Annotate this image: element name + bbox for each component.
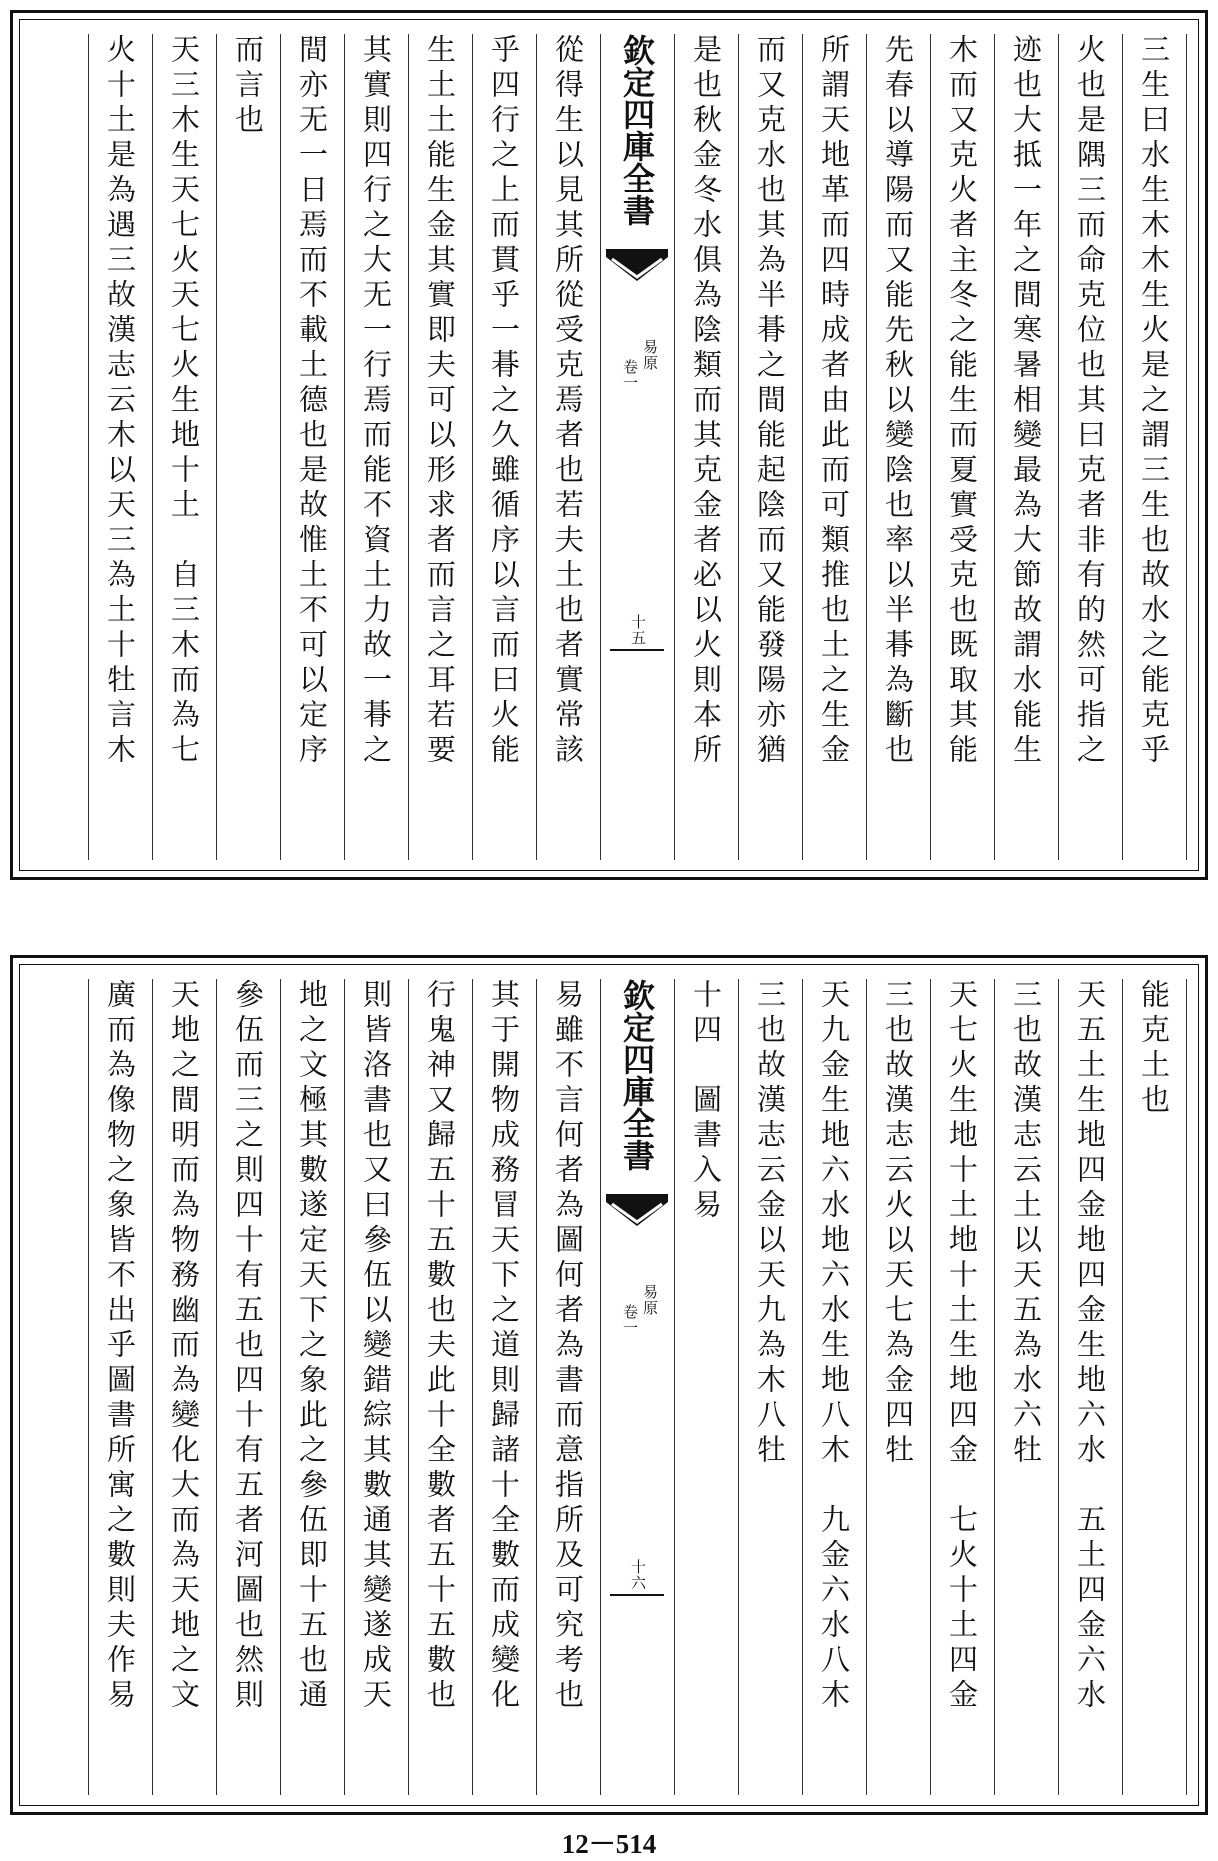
column-rule	[280, 979, 281, 1795]
fishtail-line-icon	[606, 646, 668, 686]
text-column: 先春以導陽而又能先秋以變陰也率以半朞為斷也	[881, 34, 915, 769]
text-columns	[20, 34, 1198, 860]
text-column: 三也故漢志云金以天九為木八牡	[753, 979, 787, 1469]
column-rule	[280, 34, 281, 860]
column-rule	[738, 34, 739, 860]
column-rule	[994, 34, 995, 860]
column-rule	[1058, 34, 1059, 860]
column-rule	[674, 979, 675, 1795]
text-column: 十四 圖書入易	[689, 979, 723, 1224]
text-column: 天七火生地十土地十土生地四金 七火十土四金	[945, 979, 979, 1714]
column-rule	[866, 979, 867, 1795]
column-rule	[1186, 34, 1187, 860]
column-rule	[408, 34, 409, 860]
fishtail-mark-icon	[606, 249, 668, 289]
text-column: 木而又克火者主冬之能生而夏實受克也既取其能	[945, 34, 979, 769]
text-column: 所謂天地革而四時成者由此而可類推也土之生金	[817, 34, 851, 769]
column-rule	[674, 34, 675, 860]
text-column: 三也故漢志云土以天五為水六牡	[1009, 979, 1043, 1469]
column-rule	[994, 979, 995, 1795]
column-rule	[866, 34, 867, 860]
text-column: 間亦无一日焉而不載土德也是故惟土不可以定序	[295, 34, 329, 769]
page-number-footer: 12－514	[561, 1829, 657, 1859]
column-rule	[930, 34, 931, 860]
text-column: 天五土生地四金地四金生地六水 五土四金六水	[1073, 979, 1107, 1714]
column-rule	[472, 34, 473, 860]
spine-folio-number: 十五	[629, 614, 647, 646]
text-column: 從得生以見其所從受克焉者也若夫土也者實常該	[551, 34, 585, 769]
column-rule	[88, 979, 89, 1795]
column-rule	[802, 979, 803, 1795]
column-rule	[536, 34, 537, 860]
text-column: 天地之間明而為物務幽而為變化大而為天地之文	[167, 979, 201, 1714]
text-column: 三也故漢志云火以天七為金四牡	[881, 979, 915, 1469]
text-column: 是也秋金冬水俱為陰類而其克金者必以火則本所	[689, 34, 723, 769]
text-column: 火也是隅三而命克位也其曰克者非有的然可指之	[1073, 34, 1107, 769]
text-column: 迹也大抵一年之間寒暑相變最為大節故謂水能生	[1009, 34, 1043, 769]
column-rule	[600, 34, 601, 860]
page-frame	[19, 19, 1199, 871]
text-column: 乎四行之上而貫乎一朞之久雖循序以言而曰火能	[487, 34, 521, 769]
column-rule	[738, 979, 739, 1795]
spine-folio-number: 十六	[629, 1559, 647, 1591]
spine-title: 欽定四庫全書	[618, 979, 656, 1171]
text-column: 其于開物成務冒天下之道則歸諸十全數而成變化	[487, 979, 521, 1714]
text-column: 廣而為像物之象皆不出乎圖書所寓之數則夫作易	[103, 979, 137, 1714]
column-rule	[930, 979, 931, 1795]
page-top	[10, 10, 1208, 880]
spine-volume: 卷一	[621, 1304, 639, 1336]
center-fold-spine	[600, 979, 674, 1795]
center-fold-spine	[600, 34, 674, 860]
text-column: 能克土也	[1137, 979, 1171, 1119]
text-column: 其實則四行之大无一行焉而能不資土力故一朞之	[359, 34, 393, 769]
column-rule	[536, 979, 537, 1795]
column-rule	[344, 979, 345, 1795]
text-column: 地之文極其數遂定天下之象此之參伍即十五也通	[295, 979, 329, 1714]
text-column: 則皆洛書也又曰參伍以變錯綜其數通其變遂成天	[359, 979, 393, 1714]
column-rule	[152, 979, 153, 1795]
column-rule	[216, 34, 217, 860]
column-rule	[600, 979, 601, 1795]
text-column: 生土土能生金其實即夫可以形求者而言之耳若要	[423, 34, 457, 769]
column-rule	[802, 34, 803, 860]
column-rule	[1186, 979, 1187, 1795]
text-column: 天三木生天七火天七火生地十土 自三木而為七	[167, 34, 201, 769]
spine-book-title: 易原	[641, 1284, 659, 1316]
column-rule	[1058, 979, 1059, 1795]
text-column: 而言也	[231, 34, 265, 139]
text-column: 易雖不言何者為圖何者為書而意指所及可究考也	[551, 979, 585, 1714]
fishtail-line-icon	[606, 1591, 668, 1631]
column-rule	[1122, 34, 1123, 860]
column-rule	[88, 34, 89, 860]
text-column: 三生曰水生木木生火是之謂三生也故水之能克乎	[1137, 34, 1171, 769]
page-bottom	[10, 955, 1208, 1815]
text-column: 行鬼神又歸五十五數也夫此十全數者五十五數也	[423, 979, 457, 1714]
column-rule	[152, 34, 153, 860]
spine-book-title: 易原	[641, 339, 659, 371]
column-rule	[216, 979, 217, 1795]
text-column: 而又克水也其為半朞之間能起陰而又能發陽亦猶	[753, 34, 787, 769]
column-rule	[1122, 979, 1123, 1795]
column-rule	[344, 34, 345, 860]
page-frame	[19, 964, 1199, 1806]
fishtail-mark-icon	[606, 1194, 668, 1234]
text-column: 參伍而三之則四十有五也四十有五者河圖也然則	[231, 979, 265, 1714]
column-rule	[408, 979, 409, 1795]
column-rule	[472, 979, 473, 1795]
text-column: 火十土是為遇三故漢志云木以天三為土十牡言木	[103, 34, 137, 769]
spine-volume: 卷一	[621, 359, 639, 391]
text-columns	[20, 979, 1198, 1795]
spine-title: 欽定四庫全書	[618, 34, 656, 226]
text-column: 天九金生地六水地六水生地八木 九金六水八木	[817, 979, 851, 1714]
